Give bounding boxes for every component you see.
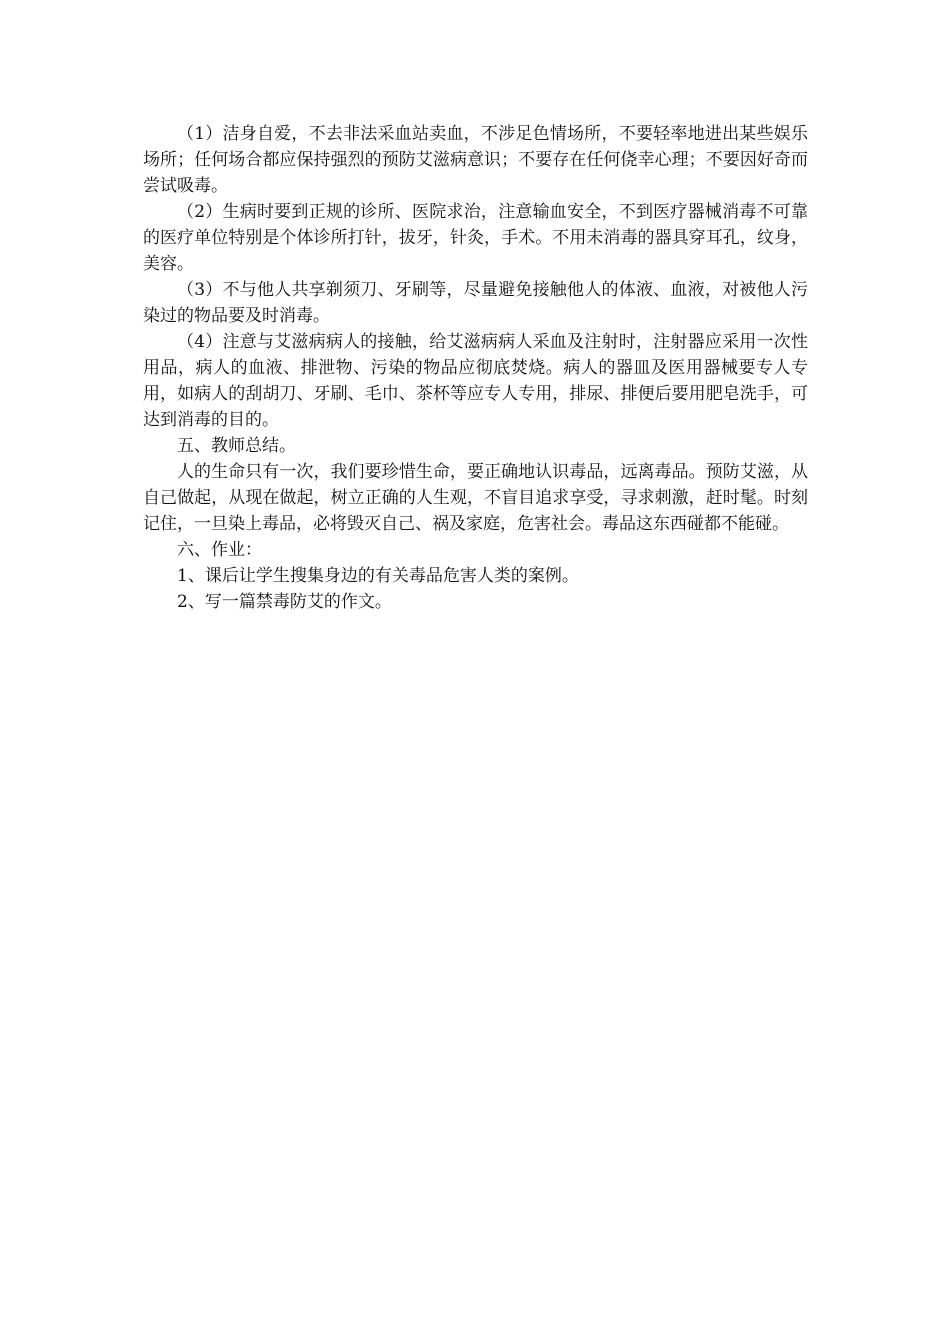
homework-item-1: 1、课后让学生搜集身边的有关毒品危害人类的案例。 — [177, 566, 579, 586]
paragraph-prevention-3: （3）不与他人共享剃须刀、牙刷等，尽量避免接触他人的体液、血液，对被他人污染过的物品要及时消毒。 — [143, 280, 808, 326]
document-body — [143, 121, 808, 615]
paragraph-prevention-1: （1）洁身自爱，不去非法采血站卖血，不涉足色情场所，不要轻率地进出某些娱乐场所；任何场合都应保持强烈的预防艾滋病意识；不要存在任何侥幸心理；不要因好奇而尝试吸毒。 — [143, 124, 808, 196]
section-heading-teacher-summary: 五、教师总结。 — [177, 436, 296, 456]
homework-item-2: 2、写一篇禁毒防艾的作文。 — [177, 592, 392, 612]
paragraph-prevention-2: （2）生病时要到正规的诊所、医院求治，注意输血安全，不到医疗器械消毒不可靠的医疗单位特别是个体诊所打针，拔牙，针灸，手术。不用未消毒的器具穿耳孔，纹身，美容。 — [143, 202, 808, 274]
paragraph-summary: 人的生命只有一次，我们要珍惜生命，要正确地认识毒品，远离毒品。预防艾滋，从自己做起，从现在做起，树立正确的人生观，不盲目追求享受，寻求刺激，赶时髦。时刻记住，一旦染上毒品，必将毁灭自己、祸及家庭，危害社会。毒品这东西碰都不能碰。 — [143, 462, 808, 534]
section-heading-homework: 六、作业： — [177, 540, 262, 560]
paragraph-prevention-4: （4）注意与艾滋病病人的接触，给艾滋病病人采血及注射时，注射器应采用一次性用品，病人的血液、排泄物、污染的物品应彻底焚烧。病人的器皿及医用器械要专人专用，如病人的刮胡刀、牙刷、毛巾、茶杯等应专人专用，排尿、排便后要用肥皂洗手，可达到消毒的目的。 — [143, 332, 808, 430]
